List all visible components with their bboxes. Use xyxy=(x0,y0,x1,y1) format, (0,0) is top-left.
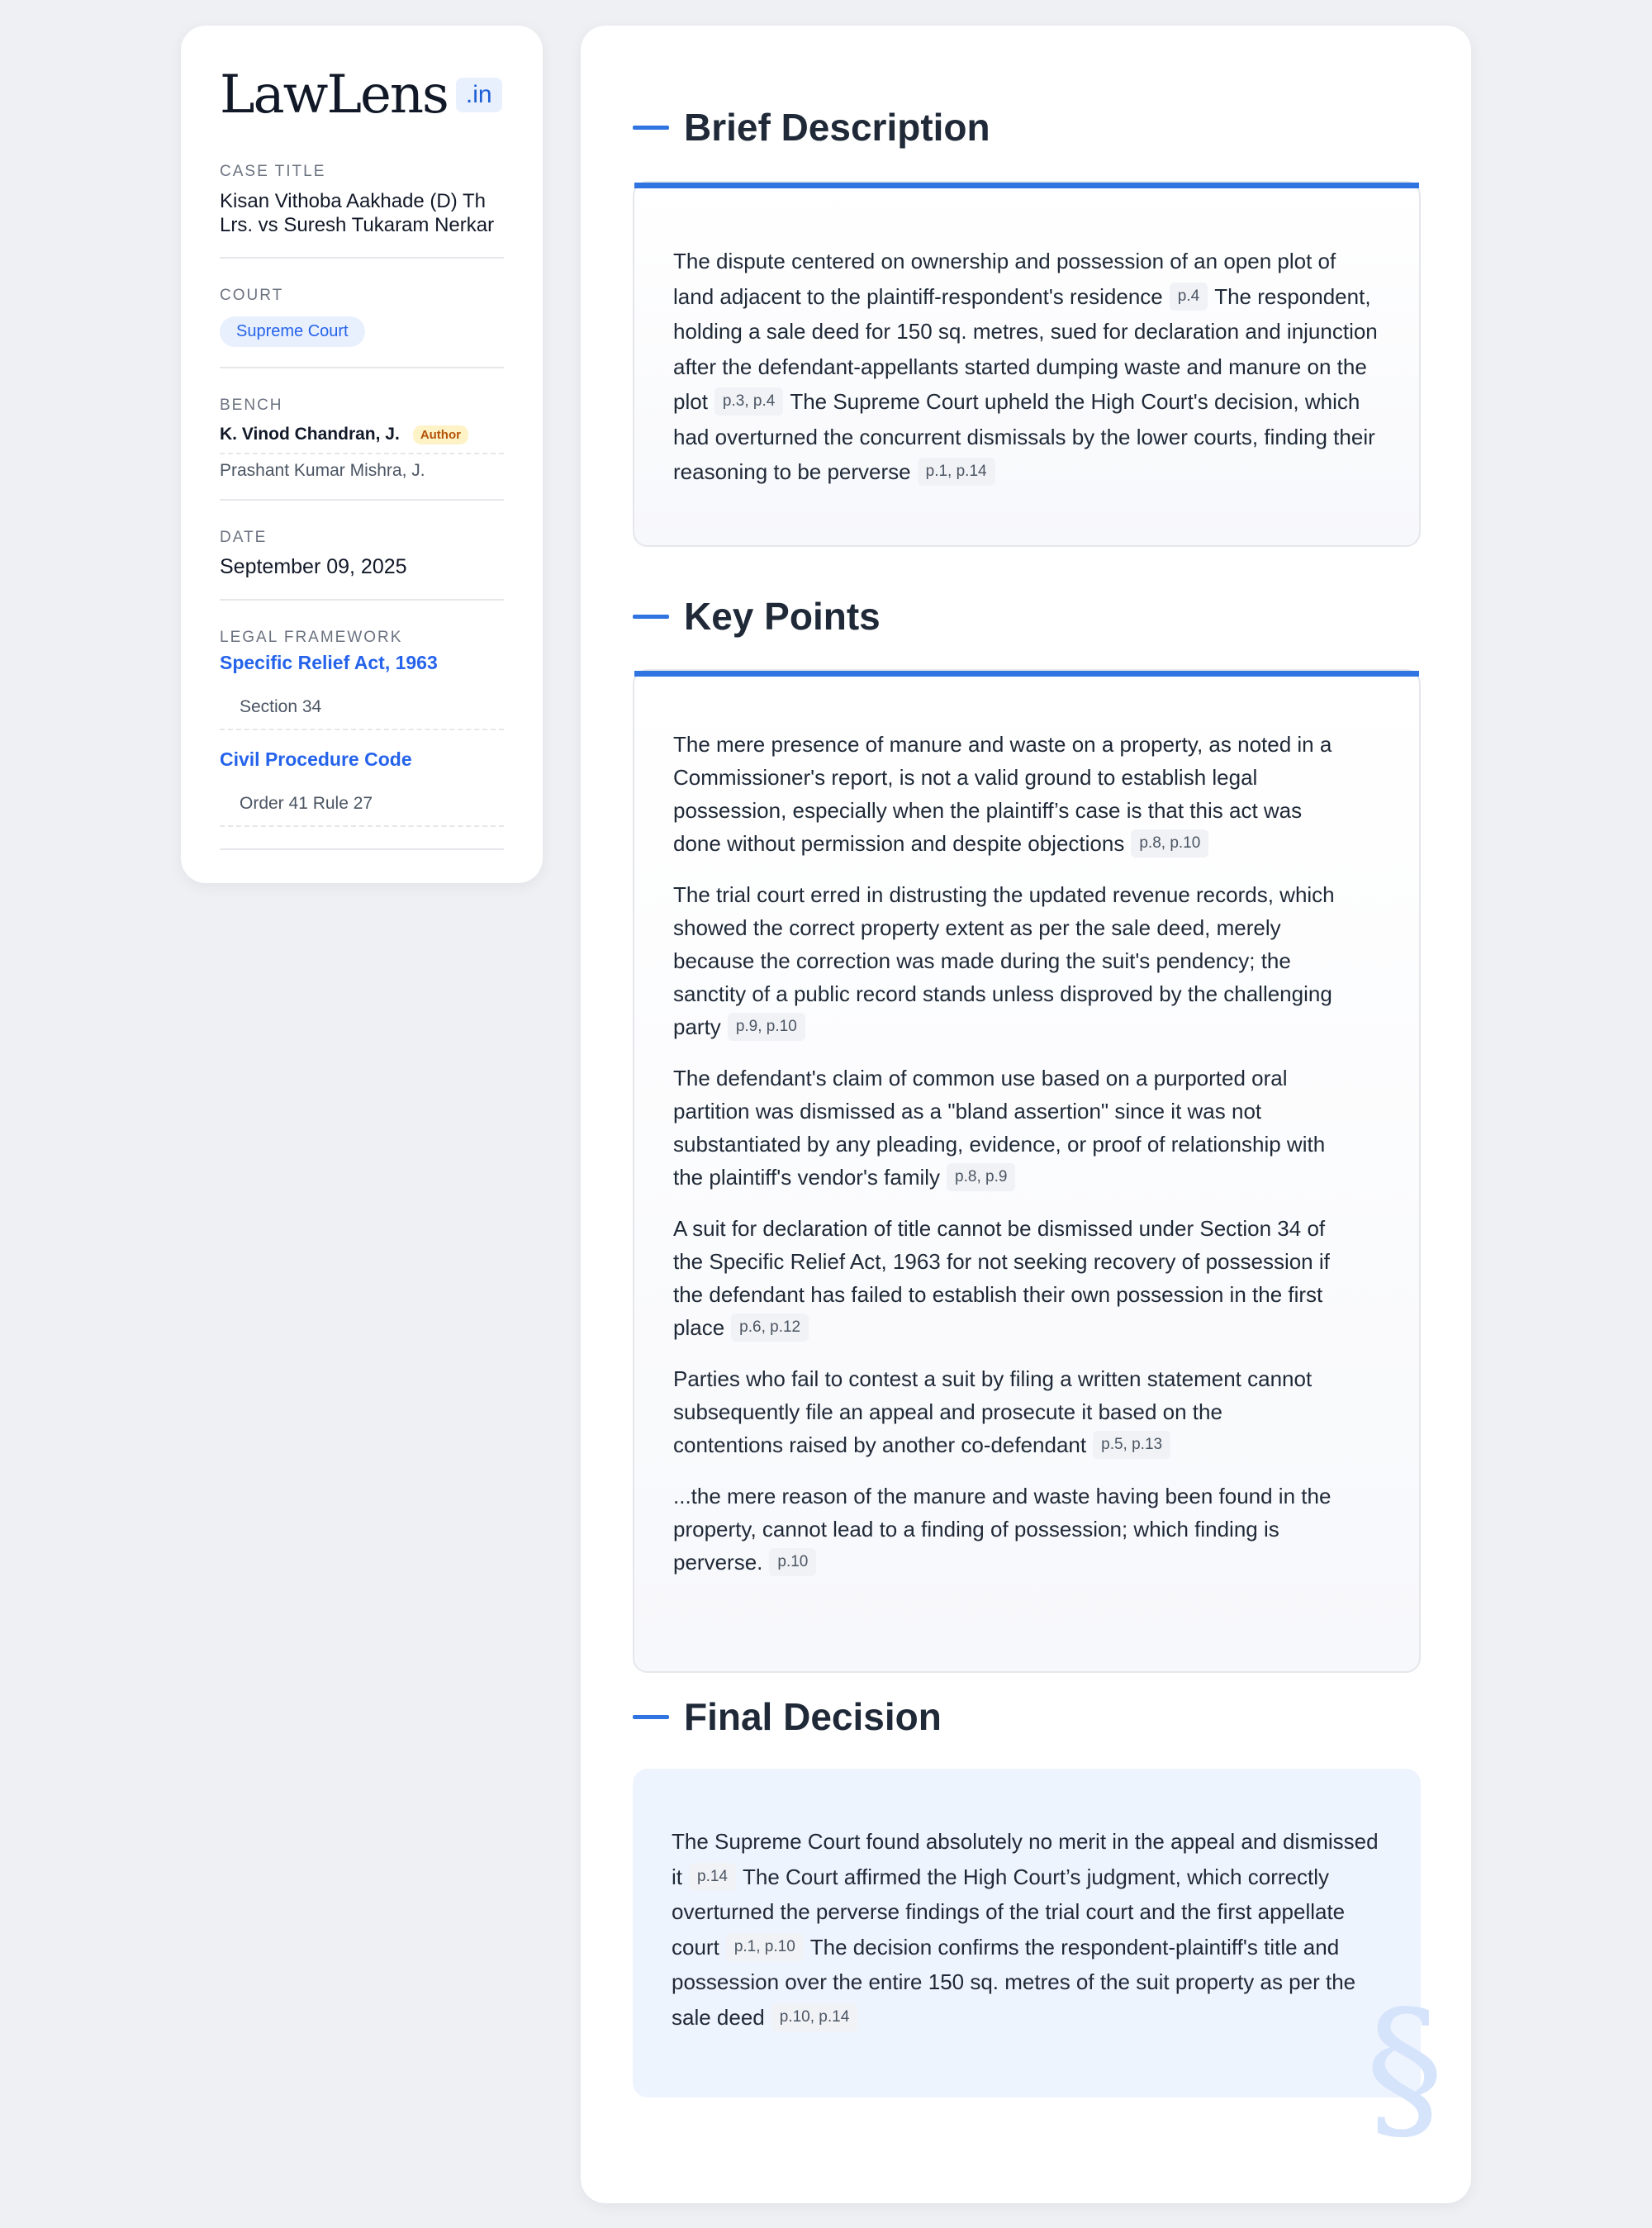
decision-segment: The decision confirms the respondent-plaintiff's title and possession over the entire 150 sq. metres of the suit property as per the sale deed xyxy=(672,1934,1356,2030)
judgment-date: September 09, 2025 xyxy=(220,555,407,578)
key-points-heading xyxy=(633,594,881,639)
box-accent-bar xyxy=(634,183,1419,188)
court-badge: Supreme Court xyxy=(220,316,365,347)
page-citation[interactable]: p.14 xyxy=(689,1863,736,1891)
act-link[interactable]: Specific Relief Act, 1963 xyxy=(220,652,438,673)
page-citation[interactable]: p.4 xyxy=(1170,283,1208,311)
page-citation[interactable]: p.9, p.10 xyxy=(728,1013,805,1041)
bench-section xyxy=(220,390,504,501)
final-decision-heading xyxy=(633,1694,942,1739)
brief-segment: The Supreme Court upheld the High Court's decision, which had overturned the concurrent dismissals by the lower courts, finding their reasoning to be perverse xyxy=(673,389,1375,484)
date-label: DATE xyxy=(220,529,268,546)
brief-segment: The dispute centered on ownership and possession of an open plot of land adjacent to the plaintiff-respondent's residence xyxy=(673,249,1336,309)
judge-name: Prashant Kumar Mishra, J. xyxy=(220,461,425,480)
act-section-item: Section 34 xyxy=(220,686,504,730)
key-point-item xyxy=(673,1212,1336,1344)
case-title-label: CASE TITLE xyxy=(220,163,326,180)
key-point-quote xyxy=(673,1480,1336,1579)
decision-segment: The Supreme Court found absolutely no merit in the appeal and dismissed it xyxy=(672,1829,1379,1889)
page-citation[interactable]: p.10, p.14 xyxy=(771,2003,858,2031)
brand-tld-badge: .in xyxy=(456,78,502,112)
page-citation[interactable]: p.8, p.9 xyxy=(947,1163,1015,1191)
decision-segment: The Court affirmed the High Court’s judgment, which correctly overturned the perverse findings of the trial court and the first appellate court xyxy=(672,1864,1346,1960)
page-citation[interactable]: p.1, p.14 xyxy=(918,458,995,486)
key-point-item xyxy=(673,1362,1336,1461)
brief-description-box xyxy=(633,181,1421,547)
case-info-sidebar xyxy=(181,26,543,883)
brand-logo[interactable] xyxy=(220,64,504,126)
author-badge: Author xyxy=(413,425,468,444)
page-citation[interactable]: p.6, p.12 xyxy=(731,1314,809,1342)
key-points-box xyxy=(633,669,1421,1673)
brand-name: LawLens xyxy=(220,64,448,126)
section-title: Brief Description xyxy=(684,106,990,149)
case-title-section xyxy=(220,156,504,259)
act-link[interactable]: Civil Procedure Code xyxy=(220,748,412,770)
section-title: Final Decision xyxy=(684,1695,942,1738)
key-points-list xyxy=(634,677,1419,1579)
judgment-summary-card xyxy=(581,26,1471,2203)
brief-segment: The respondent, holding a sale deed for 150 sq. metres, sued for declaration and injunction after the defendant-appellants started dumping waste and manure on the plot xyxy=(673,283,1378,414)
heading-accent xyxy=(633,615,669,619)
page-citation[interactable]: p.10 xyxy=(769,1548,816,1576)
key-point-text: The defendant's claim of common use based on a purported oral partition was dismissed as a "bland assertion" since it was not substantiated by any pleading, evidence, or proof of relationship with the plaintiff's vendor's family xyxy=(673,1066,1326,1190)
key-point-text: ...the mere reason of the manure and waste having been found in the property, cannot lead to a finding of possession; which finding is perverse. xyxy=(673,1484,1332,1575)
heading-accent xyxy=(633,1715,669,1719)
box-accent-bar xyxy=(634,671,1419,677)
sidebar-divider xyxy=(220,848,504,850)
judge-name: K. Vinod Chandran, J. xyxy=(220,425,400,444)
final-decision-text xyxy=(633,1769,1421,2035)
legal-framework-section xyxy=(220,622,504,827)
section-title: Key Points xyxy=(684,595,881,638)
bench-label: BENCH xyxy=(220,397,283,414)
case-title: Kisan Vithoba Aakhade (D) Th Lrs. vs Suresh Tukaram Nerkar xyxy=(220,190,495,236)
key-point-text: The mere presence of manure and waste on a property, as noted in a Commissioner's report, is not a valid ground to establish legal possession, especially when the plaintiff’s case is that this act was done without permission and despite objections xyxy=(673,732,1332,856)
page-citation[interactable]: p.8, p.10 xyxy=(1131,829,1208,857)
court-label: COURT xyxy=(220,287,284,304)
key-point-text: Parties who fail to contest a suit by filing a written statement cannot subsequently file an appeal and prosecute it based on the contentions raised by another co-defendant xyxy=(673,1366,1313,1457)
heading-accent xyxy=(633,126,669,130)
brief-description-heading xyxy=(633,105,990,150)
page-citation[interactable]: p.3, p.4 xyxy=(714,387,783,416)
key-point-text: The trial court erred in distrusting the updated revenue records, which showed the correct property extent as per the sale deed, merely because the correction was made during the suit's pendency; the sanctity of a public record stands unless disproved by the challenging party xyxy=(673,882,1335,1039)
final-decision-box xyxy=(633,1769,1444,2159)
act-section-item: Order 41 Rule 27 xyxy=(220,782,504,827)
key-point-item xyxy=(673,1062,1336,1194)
brief-description-text xyxy=(634,188,1419,490)
page-citation[interactable]: p.1, p.10 xyxy=(726,1933,804,1961)
key-point-item xyxy=(673,878,1336,1043)
page-citation[interactable]: p.5, p.13 xyxy=(1093,1431,1170,1459)
key-point-item xyxy=(673,728,1336,860)
court-section xyxy=(220,280,504,368)
bench-judge xyxy=(220,454,504,489)
section-sign-watermark-icon: § xyxy=(1365,1977,1444,2159)
date-section xyxy=(220,522,504,601)
bench-judge xyxy=(220,418,504,454)
key-point-text: A suit for declaration of title cannot be dismissed under Section 34 of the Specific Relief Act, 1963 for not seeking recovery of possession if the defendant has failed to establish their own possession in the first place xyxy=(673,1216,1330,1340)
legal-framework-label: LEGAL FRAMEWORK xyxy=(220,629,403,646)
